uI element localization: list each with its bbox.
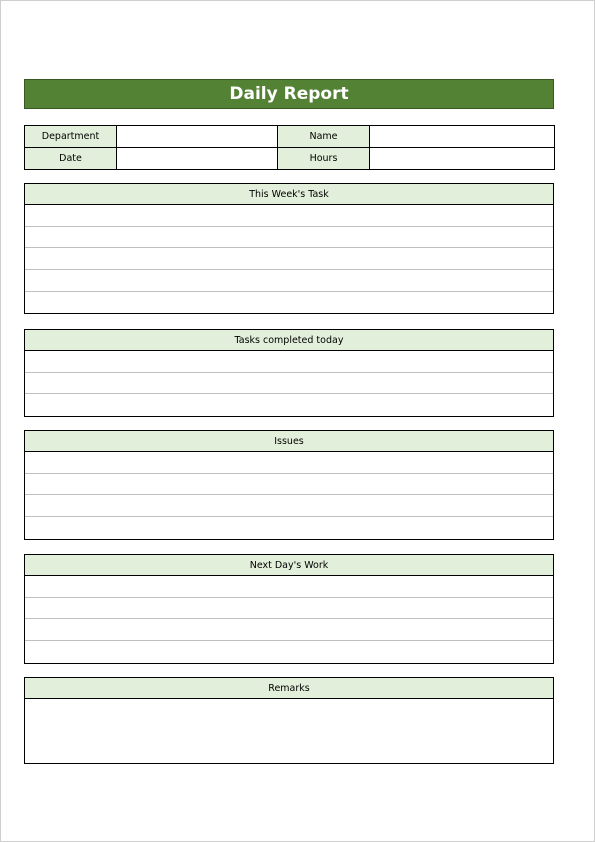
- hours-label: Hours: [278, 148, 370, 170]
- name-field[interactable]: [370, 126, 555, 148]
- weekly-task-line[interactable]: [25, 205, 553, 227]
- info-row-1: [25, 126, 555, 148]
- section-header-issues: Issues: [25, 431, 553, 452]
- issues-line[interactable]: [25, 452, 553, 474]
- next-day-line[interactable]: [25, 619, 553, 641]
- section-next-day: [24, 554, 554, 664]
- department-label: Department: [25, 126, 117, 148]
- next-day-lines: [25, 576, 553, 663]
- weekly-task-line[interactable]: [25, 292, 553, 314]
- date-field[interactable]: [117, 148, 278, 170]
- page-title: Daily Report: [24, 79, 554, 109]
- section-header-weekly-task: This Week's Task: [25, 184, 553, 205]
- info-table: [24, 125, 555, 170]
- weekly-task-lines: [25, 205, 553, 313]
- issues-line[interactable]: [25, 474, 553, 496]
- completed-today-line[interactable]: [25, 394, 553, 416]
- section-header-next-day: Next Day's Work: [25, 555, 553, 576]
- remarks-field[interactable]: [25, 699, 553, 763]
- weekly-task-line[interactable]: [25, 270, 553, 292]
- section-weekly-task: [24, 183, 554, 314]
- section-remarks: [24, 677, 554, 764]
- section-header-remarks: Remarks: [25, 678, 553, 699]
- next-day-line[interactable]: [25, 576, 553, 598]
- completed-today-lines: [25, 351, 553, 416]
- section-issues: [24, 430, 554, 540]
- next-day-line[interactable]: [25, 598, 553, 620]
- weekly-task-line[interactable]: [25, 248, 553, 270]
- section-header-completed-today: Tasks completed today: [25, 330, 553, 351]
- next-day-line[interactable]: [25, 641, 553, 663]
- issues-line[interactable]: [25, 517, 553, 539]
- issues-lines: [25, 452, 553, 539]
- hours-field[interactable]: [370, 148, 555, 170]
- weekly-task-line[interactable]: [25, 227, 553, 249]
- completed-today-line[interactable]: [25, 351, 553, 373]
- completed-today-line[interactable]: [25, 373, 553, 395]
- section-completed-today: [24, 329, 554, 417]
- department-field[interactable]: [117, 126, 278, 148]
- issues-line[interactable]: [25, 495, 553, 517]
- info-row-2: [25, 148, 555, 170]
- date-label: Date: [25, 148, 117, 170]
- name-label: Name: [278, 126, 370, 148]
